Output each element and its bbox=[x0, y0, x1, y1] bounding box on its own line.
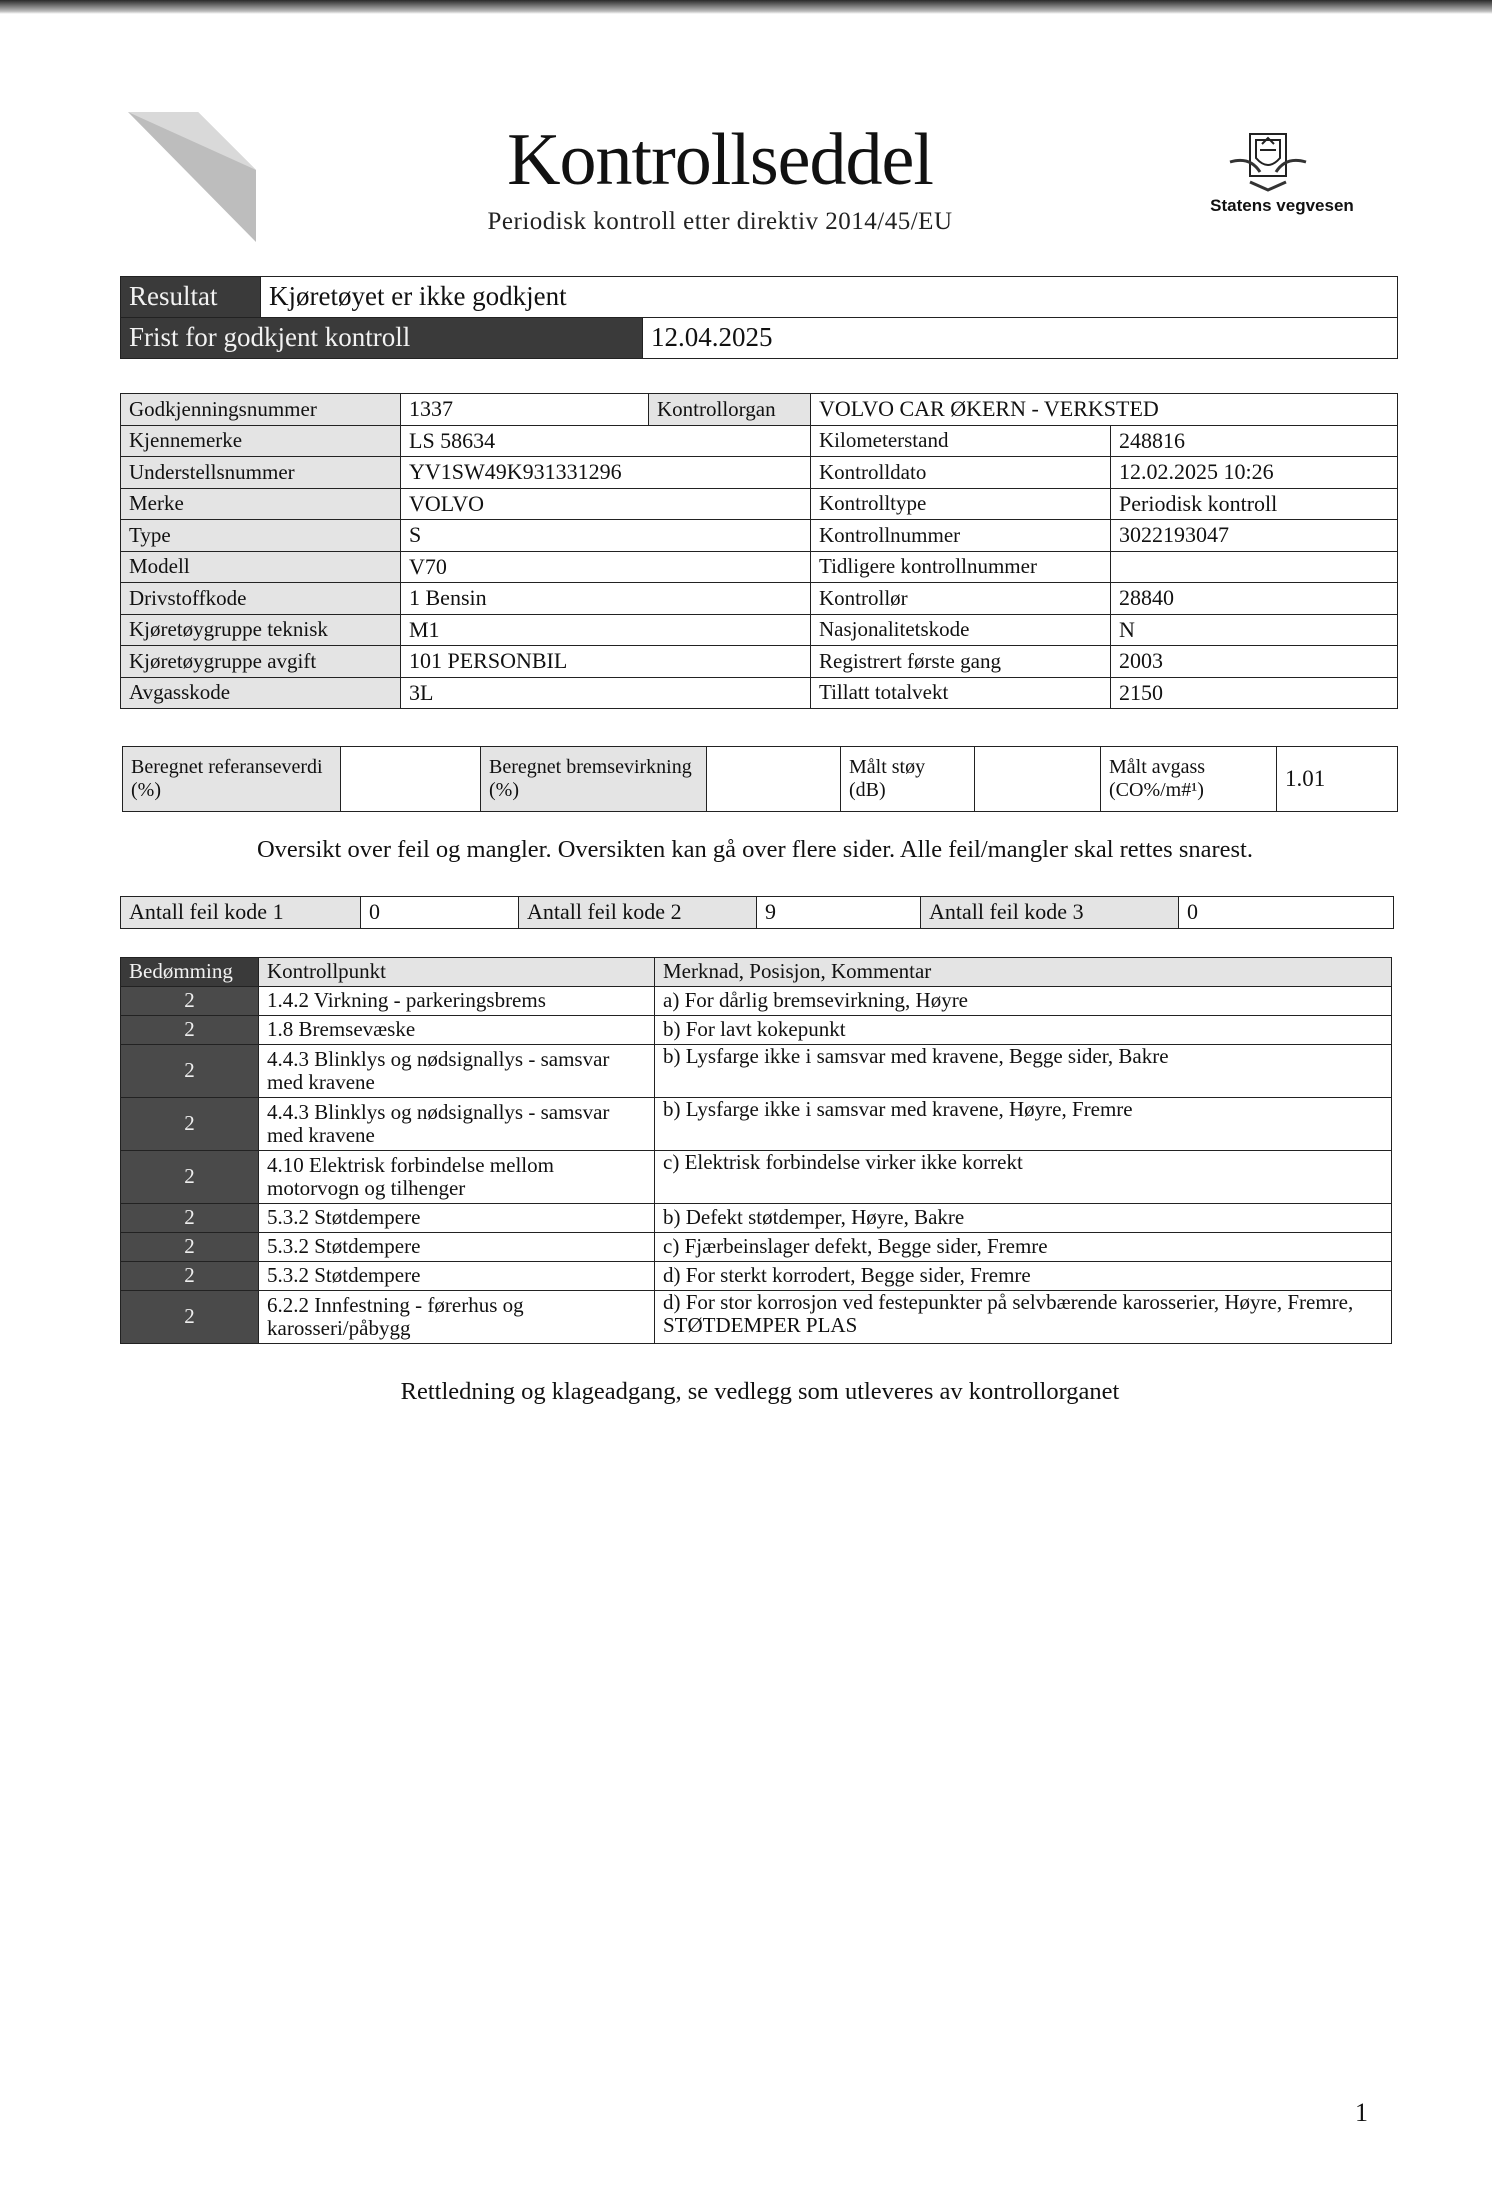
faults-notice: Oversikt over feil og mangler. Oversikten kan gå over flere sider. Alle feil/mangler skal rettes snarest. bbox=[256, 836, 1253, 863]
table-row bbox=[121, 1262, 1392, 1291]
vehicle-info-table bbox=[120, 393, 1398, 709]
measurement-label: Målt støy (dB) bbox=[841, 747, 975, 812]
fault-score: 2 bbox=[121, 1204, 259, 1233]
info-label: Kontrollør bbox=[811, 583, 1111, 615]
table-row bbox=[121, 1151, 1392, 1204]
fault-remark: d) For stor korrosjon ved festepunkter på selvbærende karosserier, Høyre, Fremre, STØTDEMPER PLAS bbox=[655, 1291, 1392, 1344]
count-label: Antall feil kode 2 bbox=[519, 897, 757, 929]
fault-remark: b) For lavt kokepunkt bbox=[655, 1016, 1392, 1045]
fault-score: 2 bbox=[121, 1016, 259, 1045]
info-value: N bbox=[1111, 614, 1398, 646]
table-row bbox=[121, 1098, 1392, 1151]
result-value: Kjøretøyet er ikke godkjent bbox=[261, 277, 1398, 318]
measurement-value bbox=[341, 747, 481, 812]
info-label: Kontrollnummer bbox=[811, 520, 1111, 552]
appeal-note: Rettledning og klageadgang, se vedlegg som utleveres av kontrollorganet bbox=[400, 1378, 1120, 1405]
info-label: Tillatt totalvekt bbox=[811, 677, 1111, 709]
fault-remark: b) Lysfarge ikke i samsvar med kravene, Begge sider, Bakre bbox=[655, 1045, 1392, 1098]
info-value: VOLVO bbox=[401, 488, 811, 520]
info-value: 101 PERSONBIL bbox=[401, 646, 811, 678]
column-header: Merknad, Posisjon, Kommentar bbox=[655, 958, 1392, 987]
fault-remark: b) Lysfarge ikke i samsvar med kravene, Høyre, Fremre bbox=[655, 1098, 1392, 1151]
table-row bbox=[121, 1045, 1392, 1098]
deadline-value: 12.04.2025 bbox=[643, 318, 1398, 359]
info-label: Drivstoffkode bbox=[121, 583, 401, 615]
fault-score: 2 bbox=[121, 1262, 259, 1291]
info-value: 3L bbox=[401, 677, 811, 709]
fault-score: 2 bbox=[121, 1098, 259, 1151]
info-value: 3022193047 bbox=[1111, 520, 1398, 552]
result-label: Resultat bbox=[121, 277, 261, 318]
fault-remark: c) Elektrisk forbindelse virker ikke korrekt bbox=[655, 1151, 1392, 1204]
info-label: Tidligere kontrollnummer bbox=[811, 551, 1111, 583]
info-label: Nasjonalitetskode bbox=[811, 614, 1111, 646]
count-value: 9 bbox=[757, 897, 921, 929]
info-value: M1 bbox=[401, 614, 811, 646]
agency-name: Statens vegvesen bbox=[1210, 196, 1354, 215]
deadline-label: Frist for godkjent kontroll bbox=[121, 318, 643, 359]
fault-counts-table bbox=[120, 896, 1394, 929]
kontrollorgan-value: VOLVO CAR ØKERN - VERKSTED bbox=[811, 394, 1398, 426]
info-label: Kjennemerke bbox=[121, 425, 401, 457]
info-value: LS 58634 bbox=[401, 425, 811, 457]
fault-remark: c) Fjærbeinslager defekt, Begge sider, Fremre bbox=[655, 1233, 1392, 1262]
measurement-label: Beregnet bremsevirkning (%) bbox=[481, 747, 707, 812]
column-header: Kontrollpunkt bbox=[259, 958, 655, 987]
info-label: Registrert første gang bbox=[811, 646, 1111, 678]
fault-score: 2 bbox=[121, 1291, 259, 1344]
document-subtitle: Periodisk kontroll etter direktiv 2014/45/EU bbox=[487, 208, 953, 235]
info-label: Kjøretøygruppe teknisk bbox=[121, 614, 401, 646]
document-title: Kontrollseddel bbox=[507, 119, 933, 201]
photo-top-edge bbox=[0, 0, 1492, 14]
info-value: Periodisk kontroll bbox=[1111, 488, 1398, 520]
fault-score: 2 bbox=[121, 1045, 259, 1098]
fault-remark: a) For dårlig bremsevirkning, Høyre bbox=[655, 987, 1392, 1016]
info-value: YV1SW49K931331296 bbox=[401, 457, 811, 489]
result-table bbox=[120, 276, 1398, 359]
count-value: 0 bbox=[361, 897, 519, 929]
table-row bbox=[121, 1204, 1392, 1233]
info-label: Kontrolltype bbox=[811, 488, 1111, 520]
coat-of-arms-icon bbox=[1220, 126, 1316, 196]
count-value: 0 bbox=[1179, 897, 1394, 929]
fault-point: 4.4.3 Blinklys og nødsignallys - samsvar med kravene bbox=[259, 1098, 655, 1151]
fault-point: 5.3.2 Støtdempere bbox=[259, 1262, 655, 1291]
info-value: 2150 bbox=[1111, 677, 1398, 709]
fault-point: 4.10 Elektrisk forbindelse mellom motorvogn og tilhenger bbox=[259, 1151, 655, 1204]
info-label: Kjøretøygruppe avgift bbox=[121, 646, 401, 678]
fault-remark: b) Defekt støtdemper, Høyre, Bakre bbox=[655, 1204, 1392, 1233]
info-value: 2003 bbox=[1111, 646, 1398, 678]
info-label: Godkjenningsnummer bbox=[121, 394, 401, 426]
info-value: 28840 bbox=[1111, 583, 1398, 615]
measurements-table bbox=[122, 746, 1398, 812]
count-label: Antall feil kode 3 bbox=[921, 897, 1179, 929]
fault-point: 5.3.2 Støtdempere bbox=[259, 1233, 655, 1262]
info-value bbox=[1111, 551, 1398, 583]
info-value: 248816 bbox=[1111, 425, 1398, 457]
info-label: Type bbox=[121, 520, 401, 552]
info-value: V70 bbox=[401, 551, 811, 583]
table-row bbox=[121, 987, 1392, 1016]
measurement-label: Beregnet referanseverdi (%) bbox=[123, 747, 341, 812]
table-row bbox=[121, 1016, 1392, 1045]
info-label: Modell bbox=[121, 551, 401, 583]
column-header: Bedømming bbox=[121, 958, 259, 987]
info-value: 1 Bensin bbox=[401, 583, 811, 615]
fault-point: 1.8 Bremsevæske bbox=[259, 1016, 655, 1045]
count-label: Antall feil kode 1 bbox=[121, 897, 361, 929]
measurement-value: 1.01 bbox=[1277, 747, 1398, 812]
info-label: Understellsnummer bbox=[121, 457, 401, 489]
fault-point: 4.4.3 Blinklys og nødsignallys - samsvar med kravene bbox=[259, 1045, 655, 1098]
info-value: 1337 bbox=[401, 394, 649, 426]
info-value: S bbox=[401, 520, 811, 552]
fault-point: 5.3.2 Støtdempere bbox=[259, 1204, 655, 1233]
fault-score: 2 bbox=[121, 1233, 259, 1262]
measurement-label: Målt avgass (CO%/m#¹) bbox=[1101, 747, 1277, 812]
info-label: Merke bbox=[121, 488, 401, 520]
info-label: Kontrolldato bbox=[811, 457, 1111, 489]
info-label: Avgasskode bbox=[121, 677, 401, 709]
fault-point: 6.2.2 Innfestning - førerhus og karosseri/påbygg bbox=[259, 1291, 655, 1344]
faults-table bbox=[120, 957, 1392, 1344]
folded-corner-decoration bbox=[128, 112, 256, 242]
info-label: Kilometerstand bbox=[811, 425, 1111, 457]
fault-score: 2 bbox=[121, 987, 259, 1016]
measurement-value bbox=[707, 747, 841, 812]
table-row bbox=[121, 1233, 1392, 1262]
page-number: 1 bbox=[1355, 2098, 1368, 2127]
table-row bbox=[121, 1291, 1392, 1344]
kontrollorgan-label: Kontrollorgan bbox=[649, 394, 811, 426]
measurement-value bbox=[975, 747, 1101, 812]
fault-point: 1.4.2 Virkning - parkeringsbrems bbox=[259, 987, 655, 1016]
info-value: 12.02.2025 10:26 bbox=[1111, 457, 1398, 489]
fault-remark: d) For sterkt korrodert, Begge sider, Fremre bbox=[655, 1262, 1392, 1291]
fault-score: 2 bbox=[121, 1151, 259, 1204]
